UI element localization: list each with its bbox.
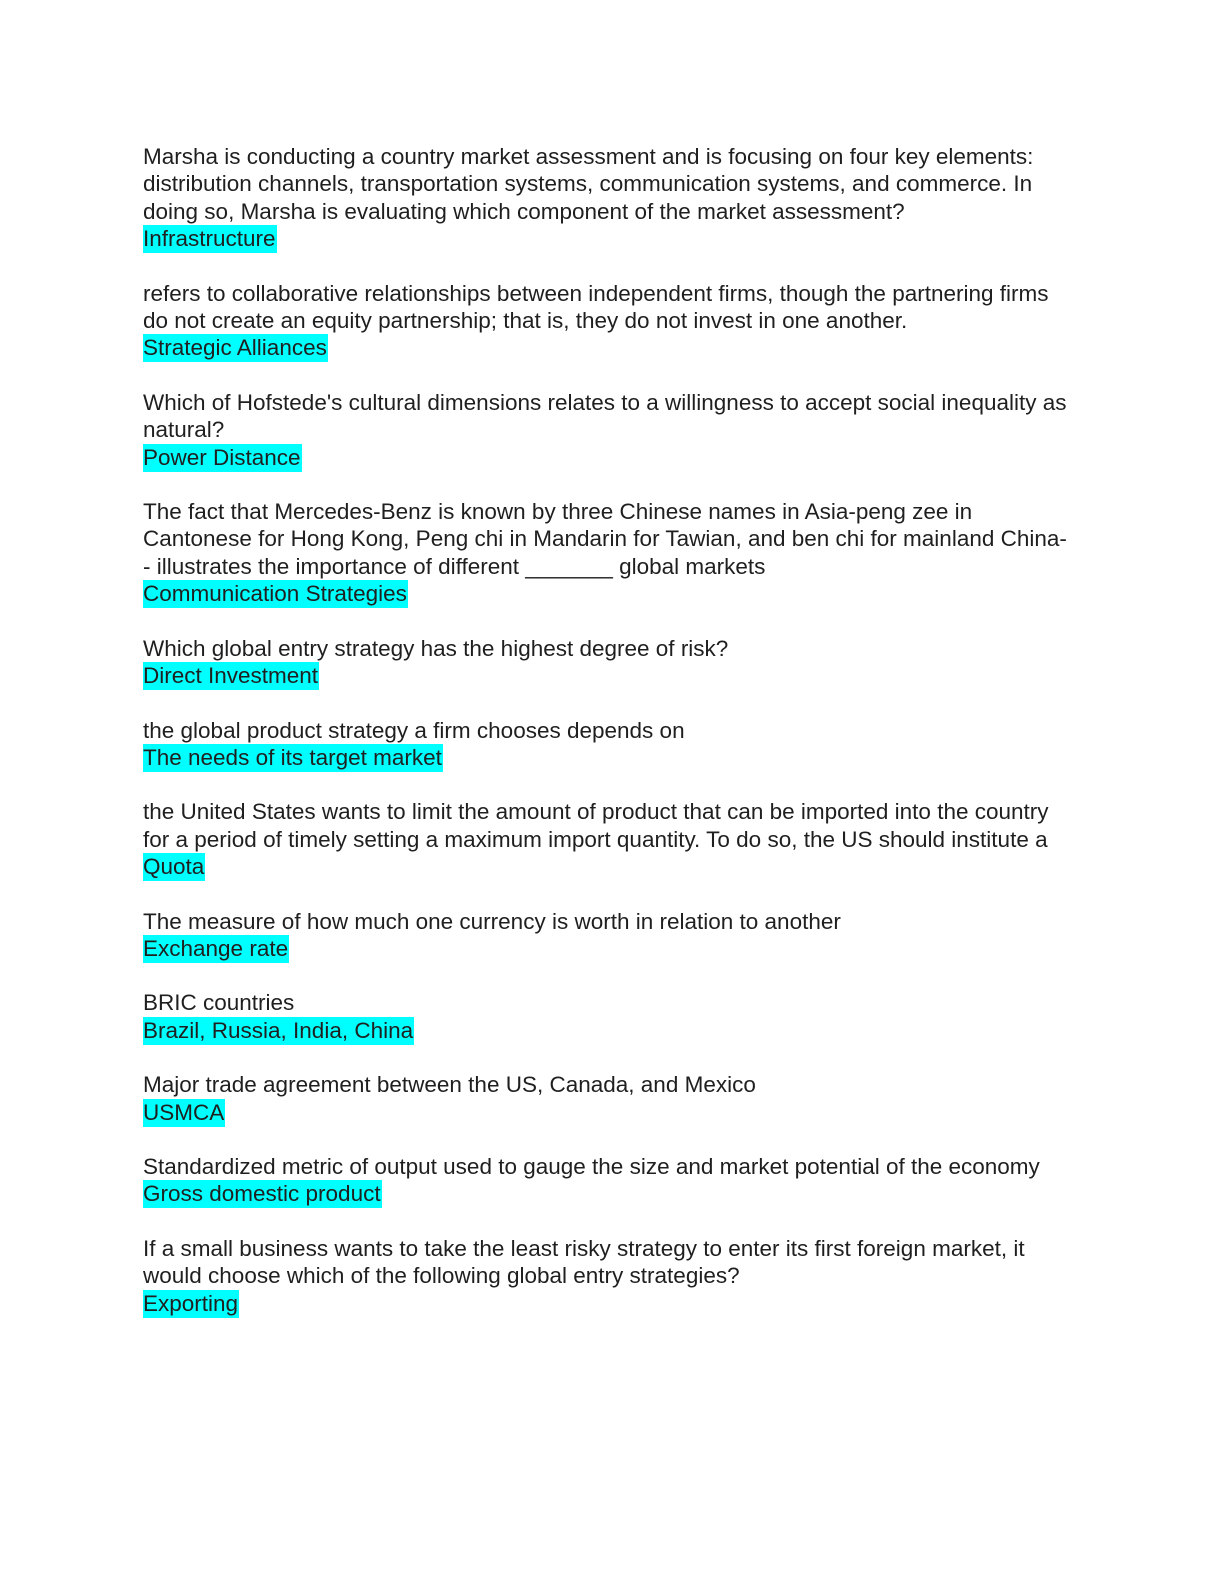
answer-line	[143, 935, 1068, 962]
answer-highlight: The needs of its target market	[143, 744, 442, 770]
question-text: Which of Hofstede's cultural dimensions relates to a willingness to accept social inequality as natural?	[143, 389, 1073, 443]
qa-item	[143, 989, 1068, 1044]
answer-line	[143, 853, 1068, 880]
answer-highlight: Exchange rate	[143, 935, 289, 961]
answer-line	[143, 744, 1068, 771]
qa-item	[143, 389, 1073, 471]
question-text: Which global entry strategy has the highest degree of risk?	[143, 635, 729, 661]
answer-highlight: Gross domestic product	[143, 1181, 381, 1207]
question-text: Major trade agreement between the US, Canada, and Mexico	[143, 1072, 756, 1098]
question-text: Standardized metric of output used to gauge the size and market potential of the economy	[143, 1153, 1040, 1179]
question-text: The fact that Mercedes-Benz is known by three Chinese names in Asia-peng zee in Cantonese for Hong Kong, Peng chi in Mandarin for Tawian, and ben chi for mainland China-- illustrates the importance of different _______ global markets	[143, 499, 1067, 579]
answer-line	[143, 580, 1068, 607]
answer-highlight: Brazil, Russia, India, China	[143, 1017, 414, 1043]
qa-item	[143, 798, 1068, 880]
qa-item	[143, 1153, 1068, 1208]
question-text: Marsha is conducting a country market assessment and is focusing on four key elements: distribution channels, transportation systems, communication systems, and commerce. In doing so, Marsha is evaluating which component of the market assessment?	[143, 144, 1040, 224]
question-text: the global product strategy a firm chooses depends on	[143, 717, 685, 743]
qa-item	[143, 1235, 1068, 1317]
answer-line	[143, 1017, 1068, 1044]
question-text: BRIC countries	[143, 990, 295, 1016]
answer-line	[143, 334, 1068, 361]
answer-line	[143, 444, 1068, 471]
answer-highlight: Infrastructure	[143, 226, 276, 252]
answer-highlight: Communication Strategies	[143, 581, 407, 607]
answer-highlight: Quota	[143, 854, 205, 880]
answer-highlight: Exporting	[143, 1290, 239, 1316]
question-text: the United States wants to limit the amount of product that can be imported into the country for a period of timely setting a maximum import quantity. To do so, the US should institute a	[143, 799, 1055, 852]
qa-item	[143, 498, 1068, 608]
answer-line	[143, 662, 1068, 689]
answer-highlight: Strategic Alliances	[143, 335, 327, 361]
question-text: The measure of how much one currency is worth in relation to another	[143, 908, 841, 934]
question-text: If a small business wants to take the least risky strategy to enter its first foreign market, it would choose which of the following global entry strategies?	[143, 1235, 1031, 1289]
qa-item	[143, 280, 1068, 362]
qa-item	[143, 1071, 1068, 1126]
answer-line	[143, 1180, 1068, 1207]
answer-line	[143, 1290, 1068, 1317]
answer-highlight: Direct Investment	[143, 663, 319, 689]
answer-highlight: USMCA	[143, 1099, 225, 1125]
answer-line	[143, 225, 1068, 252]
qa-item	[143, 635, 1068, 690]
question-text: refers to collaborative relationships between independent firms, though the partnering firms do not create an equity partnership; that is, they do not invest in one another.	[143, 280, 1055, 334]
qa-item	[143, 908, 1068, 963]
answer-highlight: Power Distance	[143, 444, 301, 470]
document-page	[143, 143, 1073, 1344]
qa-item	[143, 717, 1068, 772]
qa-item	[143, 143, 1068, 253]
answer-line	[143, 1099, 1068, 1126]
